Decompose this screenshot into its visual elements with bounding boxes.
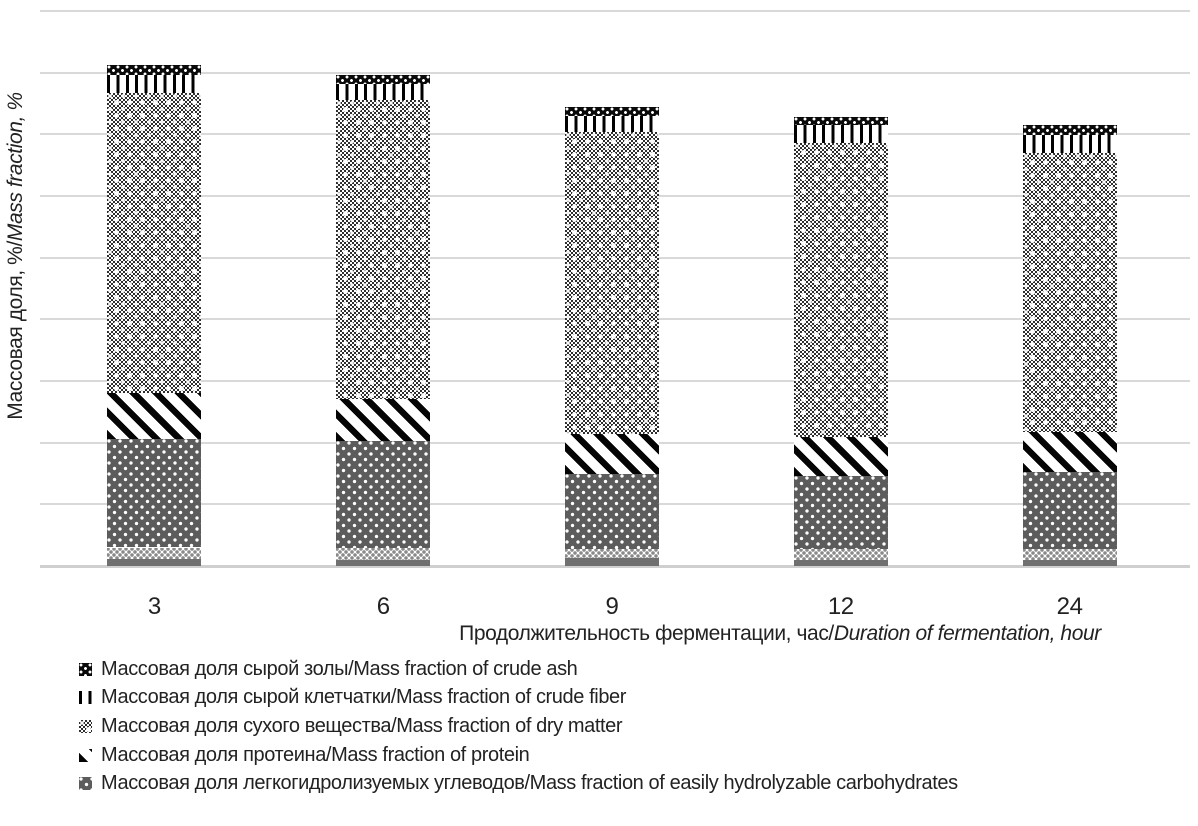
bar-segment-carbohydrates xyxy=(1023,472,1117,549)
legend-item xyxy=(79,769,958,798)
bar-segment-dry-matter xyxy=(107,93,201,393)
bar-segment-dry-matter xyxy=(336,100,430,398)
bar-segment-carbohydrates xyxy=(794,476,888,549)
bar-segment-crude-fiber xyxy=(565,116,659,133)
bar-segment-carbohydrates xyxy=(336,441,430,548)
y-axis-title-ru: Массовая доля, %/ xyxy=(4,241,27,420)
bar-segment-base-dense-dots xyxy=(336,548,430,560)
x-axis-title xyxy=(370,622,1190,646)
carbohydrates-swatch-icon xyxy=(79,777,92,790)
legend-item xyxy=(79,741,958,770)
crude-ash-swatch-icon xyxy=(79,663,92,676)
crude-fiber-swatch-icon xyxy=(79,691,92,704)
bar-segment-protein xyxy=(1023,432,1117,472)
legend-label: Массовая доля сырой золы/Mass fraction of crude ash xyxy=(101,657,578,680)
bar-segment-crude-ash xyxy=(1023,125,1117,135)
bar-segment-protein xyxy=(565,434,659,474)
legend-item xyxy=(79,684,958,713)
bar-segment-base-solid xyxy=(565,558,659,566)
dry-matter-swatch-icon xyxy=(79,720,92,733)
bar-segment-base-solid xyxy=(107,559,201,566)
legend-label: Массовая доля легкогидролизуемых углеводов/Mass fraction of easily hydrolyzable carbohydrates xyxy=(101,772,958,795)
legend-item xyxy=(79,712,958,741)
x-tick-label: 24 xyxy=(1056,593,1083,620)
bar-segment-crude-fiber xyxy=(1023,135,1117,154)
bar-segment-crude-fiber xyxy=(336,84,430,101)
bar-segment-crude-ash xyxy=(565,107,659,115)
bar-segment-base-solid xyxy=(336,560,430,566)
x-axis-title-en: Duration of fermentation, hour xyxy=(833,622,1101,645)
bar-segment-dry-matter xyxy=(1023,153,1117,432)
bar-segment-crude-ash xyxy=(336,75,430,84)
bar-segment-carbohydrates xyxy=(565,474,659,549)
x-axis-title-ru: Продолжительность ферментации, час/ xyxy=(459,622,834,645)
legend xyxy=(79,655,958,798)
bar-segment-dry-matter xyxy=(794,143,888,438)
bar-segment-base-dense-dots xyxy=(107,548,201,560)
legend-item xyxy=(79,655,958,684)
bar-segment-crude-fiber xyxy=(107,75,201,93)
gridline xyxy=(40,10,1190,12)
bar-segment-base-solid xyxy=(1023,560,1117,566)
protein-swatch-icon xyxy=(79,749,92,762)
bar-segment-dry-matter xyxy=(565,132,659,434)
y-axis-title xyxy=(4,0,32,536)
x-tick-label: 3 xyxy=(147,593,161,620)
bar-segment-protein xyxy=(336,399,430,442)
bar-segment-protein xyxy=(794,437,888,475)
bar-segment-crude-ash xyxy=(107,65,201,75)
bar-segment-base-dense-dots xyxy=(794,549,888,560)
x-tick-label: 12 xyxy=(827,593,854,620)
bar-segment-crude-fiber xyxy=(794,125,888,142)
bar-segment-base-dense-dots xyxy=(1023,549,1117,560)
bar-segment-carbohydrates xyxy=(107,439,201,548)
x-tick-label: 6 xyxy=(376,593,390,620)
legend-label: Массовая доля протеина/Mass fraction of protein xyxy=(101,743,530,766)
y-axis-title-en: Mass fraction, % xyxy=(4,92,27,242)
legend-label: Массовая доля сырой клетчатки/Mass fraction of crude fiber xyxy=(101,686,627,709)
bar-segment-protein xyxy=(107,393,201,439)
legend-label: Массовая доля сухого вещества/Mass fraction of dry matter xyxy=(101,714,623,737)
gridline xyxy=(40,72,1190,74)
x-tick-label: 9 xyxy=(605,593,619,620)
bar-segment-base-dense-dots xyxy=(565,549,659,558)
bar-segment-crude-ash xyxy=(794,117,888,125)
bar-segment-base-solid xyxy=(794,560,888,566)
